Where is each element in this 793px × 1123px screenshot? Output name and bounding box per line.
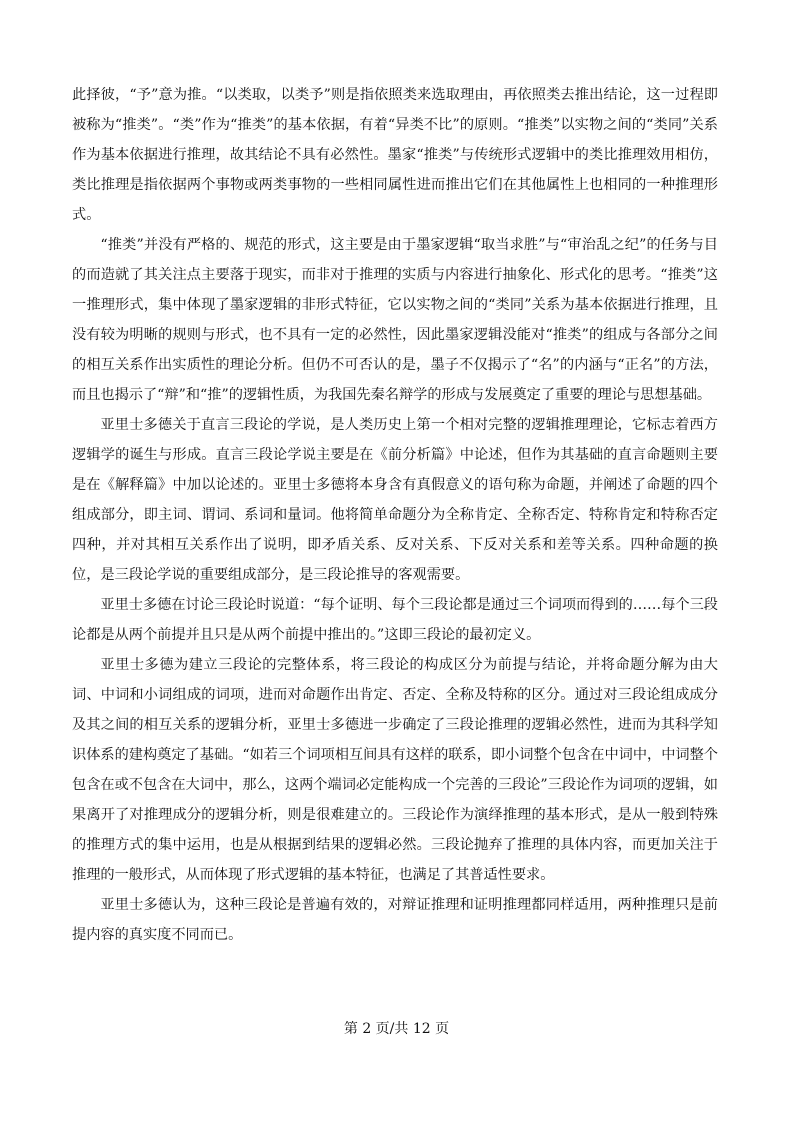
- paragraph-tuilei-form: “推类”并没有严格的、规范的形式，这主要是由于墨家逻辑“取当求胜”与“审治乱之纪”的任务与目的而造就了其关注点主要落于现实，而非对于推理的实质与内容进行抽象化、形式化的思考。“推类”这一推理形式，集中体现了墨家逻辑的非形式特征，它以实物之间的“类同”关系为基本依据进行推理，且没有较为明晰的规则与形式，也不具有一定的必然性，因此墨家逻辑没能对“推类”的组成与各部分之间的相互关系作出实质性的理论分析。但仍不可否认的是，墨子不仅揭示了“名”的内涵与“正名”的方法，而且也揭示了“辩”和“推”的逻辑性质，为我国先秦名辩学的形成与发展奠定了重要的理论与思想基础。: [72, 237, 718, 403]
- paragraph-syllogism-definition: 亚里士多德在讨论三段论时说道：“每个证明、每个三段论都是通过三个词项而得到的……每个三段论都是从两个前提并且只是从两个前提中推出的。”这即三段论的最初定义。: [72, 597, 718, 643]
- paragraph-syllogism-system: 亚里士多德为建立三段论的完整体系，将三段论的构成区分为前提与结论，并将命题分解为由大词、中词和小词组成的词项，进而对命题作出肯定、否定、全称及特称的区分。通过对三段论组成成分及其之间的相互关系的逻辑分析，亚里士多德进一步确定了三段论推理的逻辑必然性，进而为其科学知识体系的建构奠定了基础。“如若三个词项相互间具有这样的联系，即小词整个包含在中词中，中词整个包含在或不包含在大词中，那么，这两个端词必定能构成一个完善的三段论”三段论作为词项的逻辑，如果离开了对推理成分的逻辑分析，则是很难建立的。三段论作为演绎推理的基本形式，是从一般到特殊的推理方式的集中运用，也是从根据到结果的逻辑必然。三段论抛弃了推理的具体内容，而更加关注于推理的一般形式，从而体现了形式逻辑的基本特征，也满足了其普适性要求。: [72, 657, 718, 883]
- paragraph-continuation: 此择彼，“予”意为推。“以类取，以类予”则是指依照类来选取理由，再依照类去推出结论，这一过程即被称为“推类”。“类”作为“推类”的基本依据，有着“异类不比”的原则。“推类”以实物之间的“类同”关系作为基本依据进行推理，故其结论不具有必然性。墨家“推类”与传统形式逻辑中的类比推理效用相仿，类比推理是指依据两个事物或两类事物的一些相同属性进而推出它们在其他属性上也相同的一种推理形式。: [72, 87, 718, 223]
- paragraph-syllogism-validity: 亚里士多德认为，这种三段论是普遍有效的，对辩证推理和证明推理都同样适用，两种推理只是前提内容的真实度不同而已。: [72, 897, 718, 943]
- document-body: [72, 80, 718, 950]
- page-number-footer: 第 2 页/共 12 页: [343, 1021, 450, 1037]
- paragraph-aristotle-syllogism: 亚里士多德关于直言三段论的学说，是人类历史上第一个相对完整的逻辑推理理论，它标志着西方逻辑学的诞生与形成。直言三段论学说主要是在《前分析篇》中论述，但作为其基础的直言命题则主要是在《解释篇》中加以论述的。亚里士多德将本身含有真假意义的语句称为命题，并阐述了命题的四个组成部分，即主词、谓词、系词和量词。他将简单命题分为全称肯定、全称否定、特称肯定和特称否定四种，并对其相互关系作出了说明，即矛盾关系、反对关系、下反对关系和差等关系。四种命题的换位，是三段论学说的重要组成部分，是三段论推导的客观需要。: [72, 417, 718, 583]
